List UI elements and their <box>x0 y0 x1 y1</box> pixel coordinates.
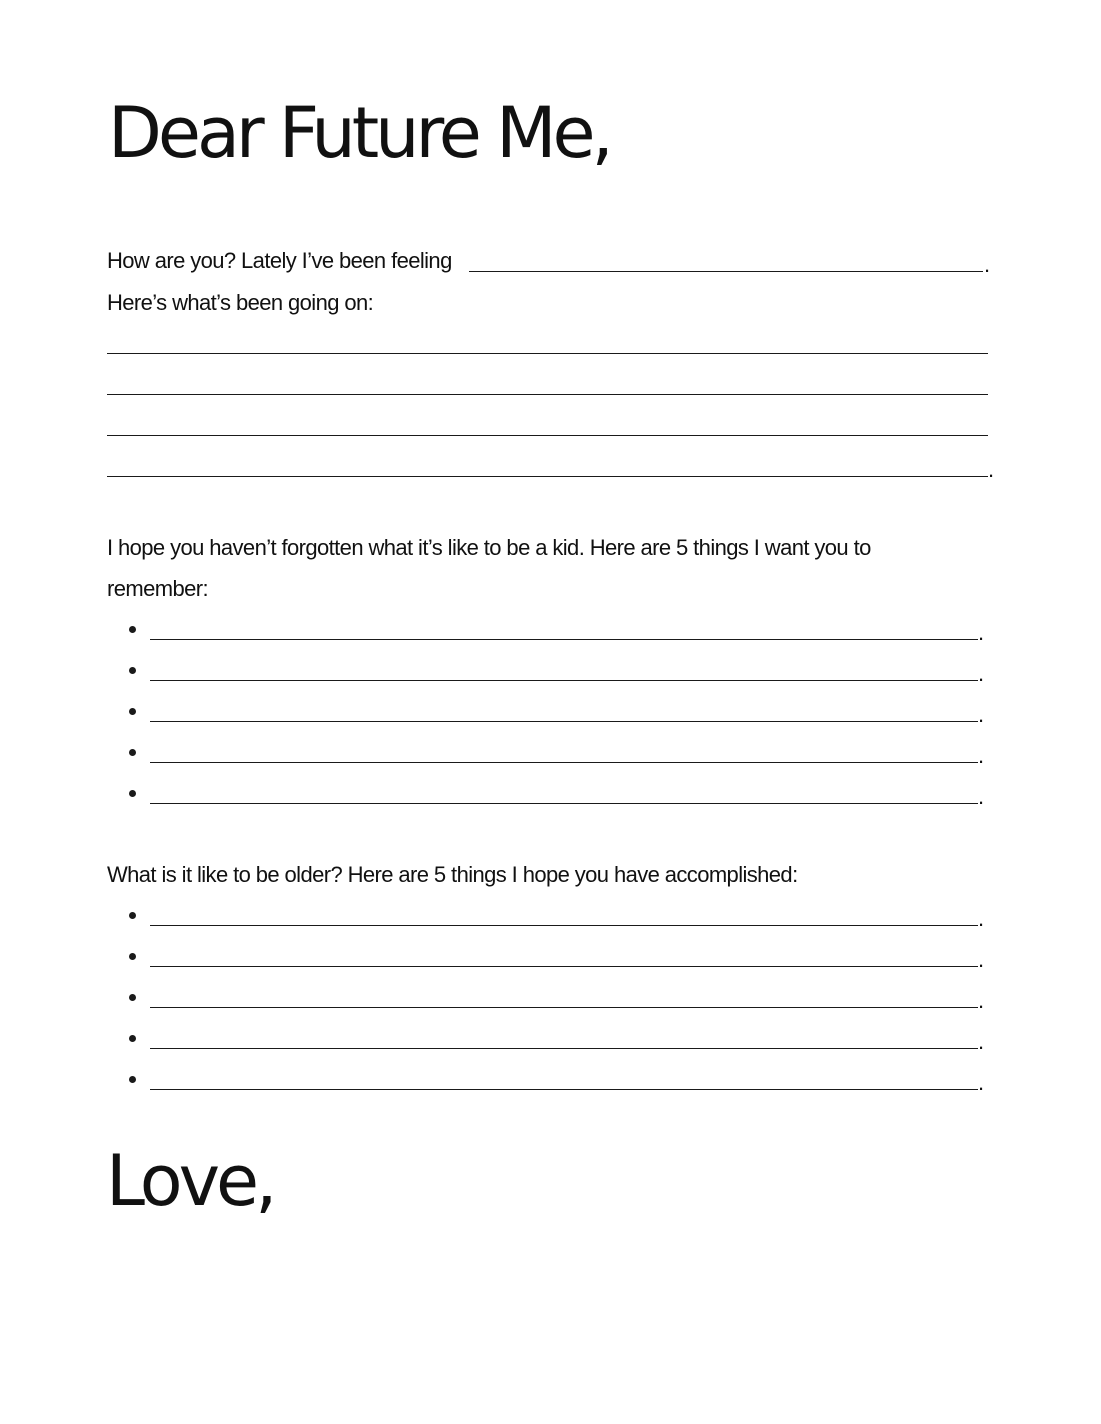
remember-blank-line[interactable] <box>150 762 978 763</box>
feeling-blank-line[interactable] <box>469 271 983 272</box>
remember-period: . <box>978 743 985 768</box>
accomplished-period: . <box>978 988 985 1013</box>
older-prompt: What is it like to be older? Here are 5 things I hope you have accomplished: <box>107 862 798 887</box>
accomplished-blank-line[interactable] <box>150 966 978 967</box>
accomplished-period: . <box>978 1070 985 1095</box>
going-on-line[interactable] <box>107 353 988 354</box>
list-bullet <box>129 790 136 797</box>
going-on-period: . <box>988 457 995 482</box>
page-title: Dear Future Me, <box>108 92 610 174</box>
feeling-period: . <box>984 252 991 277</box>
accomplished-period: . <box>978 906 985 931</box>
going-on-line[interactable] <box>107 435 988 436</box>
closing-salutation: Love, <box>106 1140 274 1222</box>
going-on-line[interactable] <box>107 394 988 395</box>
list-bullet <box>129 994 136 1001</box>
accomplished-blank-line[interactable] <box>150 1007 978 1008</box>
remember-blank-line[interactable] <box>150 721 978 722</box>
accomplished-period: . <box>978 1029 985 1054</box>
kid-prompt-line-1: I hope you haven’t forgotten what it’s like to be a kid. Here are 5 things I want you to <box>107 535 871 560</box>
remember-blank-line[interactable] <box>150 803 978 804</box>
list-bullet <box>129 1076 136 1083</box>
remember-period: . <box>978 702 985 727</box>
list-bullet <box>129 626 136 633</box>
remember-period: . <box>978 661 985 686</box>
remember-blank-line[interactable] <box>150 680 978 681</box>
remember-blank-line[interactable] <box>150 639 978 640</box>
remember-period: . <box>978 620 985 645</box>
kid-prompt-line-2: remember: <box>107 576 208 601</box>
list-bullet <box>129 912 136 919</box>
going-on-line[interactable] <box>107 476 988 477</box>
accomplished-blank-line[interactable] <box>150 1089 978 1090</box>
accomplished-blank-line[interactable] <box>150 1048 978 1049</box>
feeling-prompt: How are you? Lately I’ve been feeling <box>107 248 452 273</box>
list-bullet <box>129 1035 136 1042</box>
list-bullet <box>129 667 136 674</box>
list-bullet <box>129 708 136 715</box>
list-bullet <box>129 749 136 756</box>
accomplished-period: . <box>978 947 985 972</box>
going-on-prompt: Here’s what’s been going on: <box>107 290 374 315</box>
list-bullet <box>129 953 136 960</box>
remember-period: . <box>978 784 985 809</box>
accomplished-blank-line[interactable] <box>150 925 978 926</box>
